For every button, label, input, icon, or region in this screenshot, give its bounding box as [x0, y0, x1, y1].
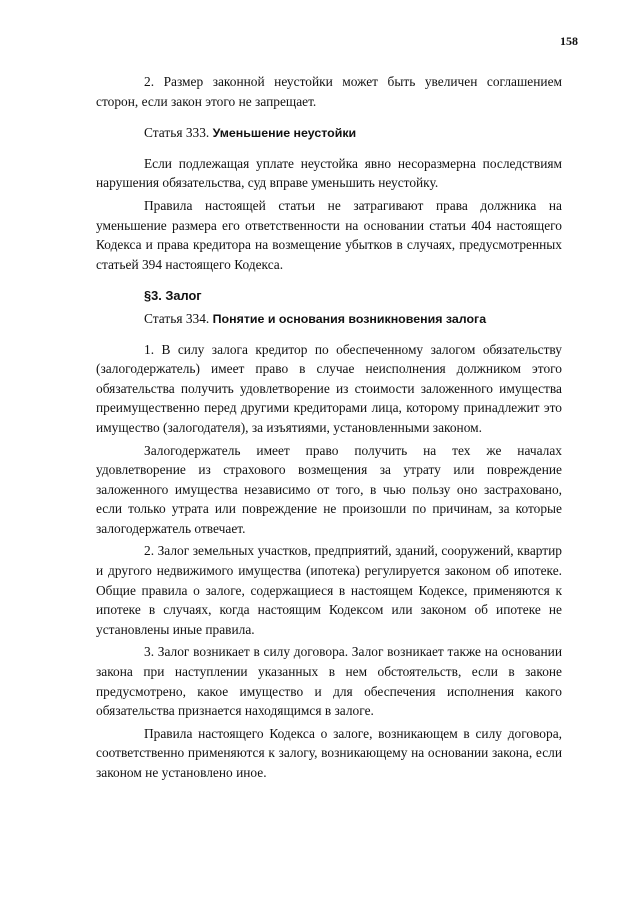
page-number: 158	[560, 34, 578, 48]
article-334-label: Статья 334.	[144, 310, 210, 326]
paragraph-art332-item2: 2. Размер законной неустойки может быть увеличен соглашением сторон, если закон этого не запрещает.	[96, 74, 562, 109]
section-heading: §3. Залог	[144, 288, 202, 304]
paragraph-art334-3: 3. Залог возникает в силу договора. Залог возникает также на основании закона при наступлении указанных в нем обстоятельств, если в законе предусмотрено, какое имущество и для обеспечения исполнения какого обязательства признается находящимся в залоге.	[96, 644, 562, 719]
page-body	[96, 72, 562, 783]
paragraph-art333-2: Правила настоящей статьи не затрагивают права должника на уменьшение размера его ответственности на основании статьи 404 настоящего Кодекса и права кредитора на возмещение убытков в случаях, предусмотренных статьей 394 настоящего Кодекса.	[96, 197, 562, 272]
paragraph-art334-1: 1. В силу залога кредитор по обеспеченному залогом обязательству (залогодержатель) имеет право в случае неисполнения должником этого обязательства получить удовлетворение из стоимости заложенного имущества преимущественно перед другими кредиторами лица, которому принадлежит это имущество (залогодателя), за изъятиями, установленными законом.	[96, 341, 562, 435]
paragraph-art333-1: Если подлежащая уплате неустойка явно несоразмерна последствиям нарушения обязательства, суд вправе уменьшить неустойку.	[96, 155, 562, 191]
article-334-heading	[96, 309, 562, 330]
paragraph-art334-3b: Правила настоящего Кодекса о залоге, возникающем в силу договора, соответственно применяются к залогу, возникающему на основании закона, если законом не установлено иное.	[96, 725, 562, 780]
paragraph-art334-1b: Залогодержатель имеет право получить на тех же началах удовлетворение из страхового возмещения за утрату или повреждение заложенного имущества независимо от того, в чью пользу оно застраховано, если только утрата или повреждение не произошли по причинам, за которые залогодержатель отвечает.	[96, 442, 562, 536]
article-334-title: Понятие и основания возникновения залога	[212, 311, 487, 326]
article-333-title: Уменьшение неустойки	[212, 126, 357, 141]
article-333-heading	[96, 123, 562, 144]
paragraph-art334-2: 2. Залог земельных участков, предприятий, зданий, сооружений, квартир и другого недвижимого имущества (ипотека) регулируется законом об ипотеке. Общие правила о залоге, содержащиеся в настоящем Кодексе, применяются к ипотеке в случаях, когда настоящим Кодексом или законом об ипотеке не установлены иные правила.	[96, 543, 562, 637]
article-333-label: Статья 333.	[144, 125, 210, 141]
